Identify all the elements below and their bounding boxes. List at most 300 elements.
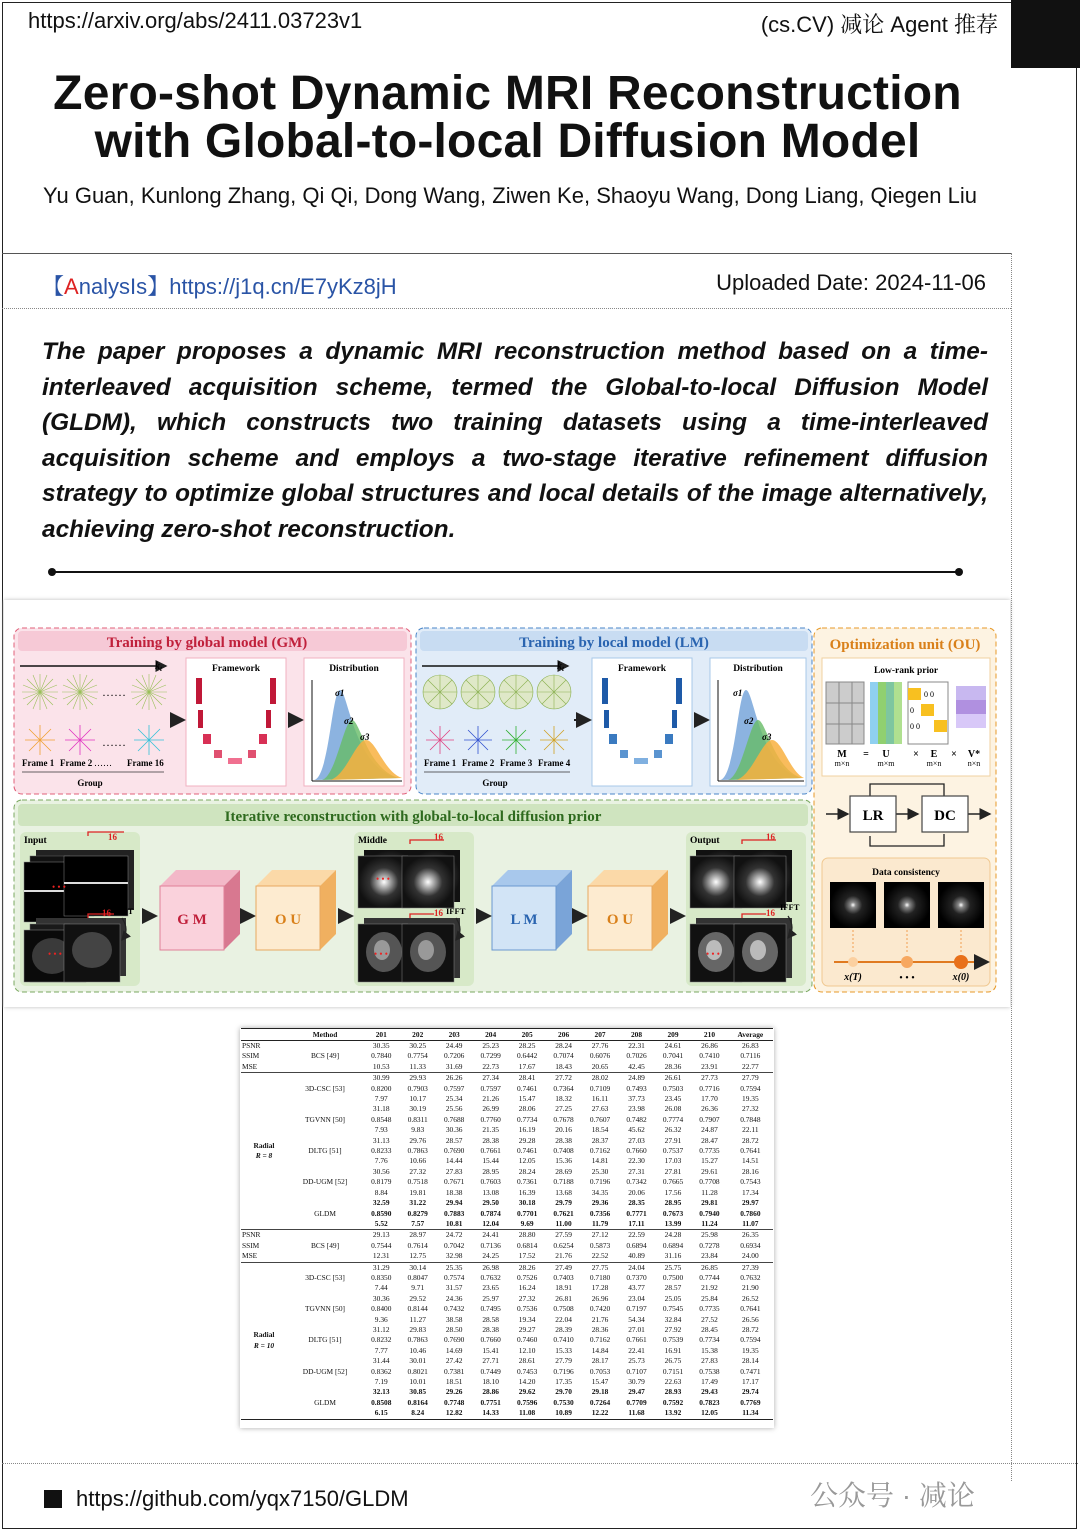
lm-title: Training by local model (LM) [519, 635, 709, 651]
mse-value: 34.35 [591, 1187, 609, 1197]
row-label [241, 1198, 287, 1230]
ssim-value: 0.7603 [480, 1177, 501, 1187]
ssim-value: 0.7026 [626, 1051, 647, 1061]
analysis-link[interactable] [42, 270, 397, 301]
mse-value: 17.28 [591, 1283, 609, 1293]
mse-value: 14.69 [445, 1345, 463, 1355]
value-cell [363, 1104, 399, 1135]
value-cell [545, 1167, 581, 1198]
row-label [241, 1136, 287, 1167]
value-cell [655, 1294, 691, 1325]
value-cell [509, 1262, 545, 1294]
mse-value: 17.70 [701, 1094, 718, 1104]
eq-dim: m×m [877, 759, 895, 768]
mse-value: 15.36 [555, 1156, 572, 1166]
eq-symbol: = [863, 749, 869, 760]
value-cell [582, 1325, 618, 1356]
ssim-value: 0.7493 [626, 1083, 647, 1093]
block-sublabel: R = 8 [255, 1151, 273, 1161]
value-cell [691, 1262, 727, 1294]
method-cell: BCS [49] [287, 1041, 363, 1073]
mse-value: 20.16 [555, 1125, 572, 1135]
ssim-value: 0.8047 [407, 1272, 428, 1282]
value-cell [363, 1041, 399, 1073]
table-header-cell: 202 [399, 1029, 435, 1041]
mse-value: 31.57 [445, 1283, 463, 1293]
row-label [241, 1073, 287, 1105]
mse-value: 38.58 [445, 1314, 463, 1324]
value-cell [472, 1167, 508, 1198]
mse-value: 28.58 [482, 1314, 499, 1324]
psnr-value: 31.13 [372, 1135, 390, 1145]
mse-value: 22.73 [482, 1061, 499, 1071]
value-cell [655, 1198, 691, 1230]
value-cell [509, 1167, 545, 1198]
ssim-value: 0.7760 [480, 1114, 501, 1124]
middle-label: Middle [358, 836, 388, 846]
ssim-value: 0.7661 [480, 1146, 501, 1156]
ssim-value: 0.7461 [516, 1146, 538, 1156]
value-cell [582, 1262, 618, 1294]
analysis-url[interactable]: https://j1q.cn/E7yKz8jH [169, 274, 397, 299]
mse-value: 18.51 [445, 1377, 463, 1386]
gm-frame-dots: …… [94, 758, 112, 768]
value-cell [728, 1356, 773, 1387]
mse-value: 21.35 [482, 1125, 499, 1135]
mse-value: 17.11 [628, 1218, 645, 1228]
ssim-value: 0.7632 [740, 1272, 761, 1282]
ssim-value: 0.7162 [589, 1146, 611, 1156]
psnr-value: 29.81 [701, 1198, 718, 1208]
psnr-value: 28.61 [518, 1356, 536, 1366]
ssim-value: 0.7543 [740, 1177, 761, 1187]
mse-value: 19.35 [742, 1345, 759, 1355]
value-cell [728, 1325, 773, 1356]
table-header-cell: 203 [436, 1029, 472, 1041]
ssim-value: 0.7735 [699, 1304, 720, 1314]
ssim-value: 0.7403 [553, 1272, 574, 1282]
mse-value: 10.53 [372, 1061, 390, 1071]
value-cell [618, 1294, 654, 1325]
eq-symbol: M [837, 749, 847, 760]
table-header-cell [241, 1029, 287, 1041]
mse-value: 14.44 [445, 1156, 463, 1166]
row-label [241, 1325, 287, 1356]
mse-value: 22.63 [664, 1377, 682, 1386]
lm-cube [492, 870, 572, 950]
mse-value: 12.22 [591, 1408, 609, 1418]
psnr-value: 29.61 [701, 1166, 718, 1176]
ssim-value: 0.7538 [699, 1366, 720, 1376]
value-cell [691, 1325, 727, 1356]
ssim-value: 0.7751 [480, 1397, 501, 1407]
frame-count: 16 [434, 832, 443, 842]
lr-label: LR [862, 808, 884, 824]
block-label: Radial [253, 1330, 275, 1340]
mse-value: 37.73 [628, 1094, 645, 1104]
ssim-value: 0.7660 [480, 1335, 501, 1345]
lowrank-label: Low-rank prior [873, 666, 939, 676]
arxiv-url[interactable]: https://arxiv.org/abs/2411.03723v1 [28, 8, 363, 33]
data-consistency-label: Data consistency [872, 868, 940, 878]
value-cell [618, 1387, 654, 1419]
psnr-value: 28.97 [409, 1230, 427, 1240]
ssim-value: 0.7688 [444, 1114, 465, 1124]
ssim-value: 0.7641 [740, 1304, 761, 1314]
row-label [241, 1167, 287, 1198]
mse-value: 19.81 [409, 1187, 427, 1197]
psnr-value: 28.25 [518, 1041, 536, 1050]
ssim-value: 0.7536 [516, 1304, 538, 1314]
ssim-value: 0.7614 [407, 1240, 428, 1250]
ssim-value: 0.7860 [740, 1208, 761, 1218]
value-cell [728, 1073, 773, 1105]
mse-value: 13.68 [555, 1187, 572, 1197]
psnr-value: 24.61 [664, 1041, 682, 1050]
value-cell [618, 1104, 654, 1135]
mse-value: 14.33 [482, 1408, 499, 1418]
ssim-value: 0.7661 [626, 1335, 647, 1345]
mse-value: 7.93 [374, 1125, 388, 1135]
psnr-value: 27.83 [445, 1166, 463, 1176]
mse-value: 19.34 [518, 1314, 536, 1324]
psnr-value: 32.59 [372, 1198, 390, 1208]
psnr-value: 26.35 [742, 1230, 759, 1240]
mse-value: 32.98 [445, 1251, 463, 1261]
ssim-value: 0.7940 [699, 1208, 720, 1218]
value-cell [436, 1136, 472, 1167]
mse-value: 9.36 [374, 1314, 388, 1324]
mse-value: 23.91 [701, 1061, 718, 1071]
mse-value: 13.08 [482, 1187, 499, 1197]
value-cell [582, 1041, 618, 1073]
psnr-value: 29.70 [555, 1387, 572, 1397]
table-row [241, 1262, 773, 1294]
ssim-value: 0.7420 [589, 1304, 611, 1314]
psnr-value: 26.36 [701, 1104, 718, 1114]
ssim-value: 0.6442 [516, 1051, 538, 1061]
psnr-value: 28.95 [482, 1166, 499, 1176]
value-cell [655, 1073, 691, 1105]
ssim-value: 0.7162 [589, 1335, 611, 1345]
divider [2, 308, 1011, 309]
psnr-value: 30.25 [409, 1041, 427, 1050]
github-link[interactable]: https://github.com/yqx7150/GLDM [76, 1486, 409, 1511]
dc-label: DC [934, 808, 956, 824]
sigma-label: σ2 [344, 716, 354, 726]
psnr-value: 24.89 [628, 1073, 645, 1083]
psnr-value: 28.86 [482, 1387, 499, 1397]
ssim-value: 0.8350 [371, 1272, 392, 1282]
method-cell: DLTG [51] [308, 1146, 342, 1156]
mse-value: 7.97 [374, 1094, 388, 1104]
sigma-label: σ3 [762, 732, 772, 742]
mse-value: 22.11 [742, 1125, 759, 1135]
row-label [241, 1230, 287, 1262]
value-cell [509, 1104, 545, 1135]
value-cell [728, 1230, 773, 1262]
gm-cube-label: G M [177, 912, 207, 928]
mse-value: 17.52 [518, 1251, 536, 1261]
value-cell [655, 1230, 691, 1262]
table-header-cell: 210 [691, 1029, 727, 1041]
eq-dim: m×n [926, 759, 942, 768]
psnr-value: 29.93 [409, 1073, 427, 1083]
square-bullet-icon [44, 1490, 62, 1508]
method-cell: GLDM [287, 1387, 363, 1419]
ssim-value: 0.7041 [662, 1051, 684, 1061]
ssim-value: 0.8279 [407, 1208, 428, 1218]
psnr-value: 25.97 [482, 1293, 499, 1303]
method-cell: GLDM [314, 1208, 336, 1218]
block-sublabel: R = 10 [253, 1340, 275, 1350]
table-header-row [241, 1029, 773, 1041]
table-header-cell: 206 [545, 1029, 581, 1041]
value-cell [728, 1136, 773, 1167]
framework-label: Framework [211, 664, 261, 674]
psnr-value: 30.85 [409, 1387, 427, 1397]
value-cell [545, 1356, 581, 1387]
ou-cube-1 [256, 870, 336, 950]
analysis-bracket: 】 [147, 274, 170, 299]
red-dots: • • • [374, 949, 388, 959]
psnr-value: 31.29 [372, 1262, 390, 1272]
ssim-value: 0.7665 [662, 1177, 684, 1187]
lm-frame-label: Frame 2 [462, 758, 495, 768]
mse-value: 15.47 [518, 1094, 536, 1104]
mse-value: 23.84 [701, 1251, 718, 1261]
mse-value: 15.33 [555, 1345, 572, 1355]
mse-value: 18.38 [445, 1187, 463, 1197]
value-cell [545, 1073, 581, 1105]
ssim-value: 0.8144 [407, 1304, 428, 1314]
value-cell [436, 1104, 472, 1135]
psnr-value: 23.98 [628, 1104, 645, 1114]
psnr-value: 29.26 [445, 1387, 463, 1397]
value-cell [472, 1325, 508, 1356]
value-cell [728, 1294, 773, 1325]
eq-symbol: E [930, 749, 938, 760]
ssim-value: 0.7482 [626, 1114, 647, 1124]
psnr-value: 30.14 [409, 1262, 427, 1272]
ssim-value: 0.7874 [480, 1208, 501, 1218]
ssim-value: 0.7848 [740, 1114, 761, 1124]
ifft-label: IFFT [780, 902, 800, 912]
analysis-letter: A [64, 274, 79, 299]
psnr-value: 27.59 [555, 1230, 572, 1240]
value-cell [436, 1041, 472, 1073]
psnr-value: 27.73 [701, 1073, 718, 1083]
mse-value: 22.30 [628, 1156, 645, 1166]
value-cell [545, 1325, 581, 1356]
psnr-value: 26.99 [482, 1104, 499, 1114]
mse-value: 12.05 [518, 1156, 536, 1166]
ssim-value: 0.7594 [740, 1083, 761, 1093]
ssim-value: 0.7460 [516, 1335, 538, 1345]
corner-block [1011, 0, 1080, 68]
mse-value: 23.65 [482, 1283, 499, 1293]
ssim-value: 0.7592 [662, 1397, 684, 1407]
ssim-value: 0.7495 [480, 1304, 501, 1314]
metric-label: PSNR [242, 1230, 261, 1240]
value-cell [399, 1136, 435, 1167]
psnr-value: 27.32 [409, 1166, 427, 1176]
mse-value: 10.01 [409, 1377, 427, 1386]
psnr-value: 27.39 [742, 1262, 759, 1272]
value-cell [509, 1294, 545, 1325]
mse-value: 20.65 [591, 1061, 609, 1071]
method-figure [4, 600, 1010, 1007]
psnr-value: 28.39 [555, 1324, 572, 1334]
value-cell [399, 1073, 435, 1105]
distribution-label: Distribution [733, 664, 783, 674]
value-cell [436, 1230, 472, 1262]
psnr-value: 24.36 [445, 1293, 463, 1303]
psnr-value: 29.79 [555, 1198, 572, 1208]
svg-text:0 0: 0 0 [910, 722, 920, 731]
ssim-value: 0.7863 [407, 1335, 428, 1345]
psnr-value: 31.12 [372, 1324, 390, 1334]
mse-value: 7.76 [374, 1156, 388, 1166]
mse-value: 22.04 [555, 1314, 572, 1324]
psnr-value: 30.99 [372, 1073, 390, 1083]
ssim-value: 0.6814 [516, 1240, 538, 1250]
value-cell [655, 1387, 691, 1419]
mse-value: 9.69 [520, 1218, 534, 1228]
mse-value: 24.25 [482, 1251, 499, 1261]
psnr-value: 22.59 [628, 1230, 645, 1240]
ssim-value: 0.7408 [553, 1146, 574, 1156]
value-cell [582, 1198, 618, 1230]
psnr-value: 27.76 [591, 1041, 609, 1050]
ssim-value: 0.7863 [407, 1146, 428, 1156]
lm-frame-label: Frame 4 [538, 758, 571, 768]
paper-summary: The paper proposes a dynamic MRI reconstruction method based on a time-interleaved acquisition scheme, termed the Global-to-local Diffusion Model (GLDM), which constructs two training datasets using a time-interleaved acquisition scheme and employs a two-stage iterative refinement diffusion strategy to optimize global structures and local details of the image alternatively, achieving zero-shot reconstruction. [42, 338, 988, 543]
gm-dots-bottom: …… [102, 735, 126, 749]
ssim-value: 0.7539 [662, 1335, 684, 1345]
psnr-value: 25.84 [701, 1293, 718, 1303]
value-cell [618, 1073, 654, 1105]
ssim-value: 0.7278 [699, 1240, 720, 1250]
ssim-value: 0.7042 [444, 1240, 465, 1250]
psnr-value: 22.31 [628, 1041, 645, 1050]
eq-dim: m×n [834, 759, 850, 768]
ifft-label: IFFT [114, 906, 134, 916]
mse-value: 18.10 [482, 1377, 499, 1386]
mse-value: 24.87 [701, 1125, 718, 1135]
psnr-value: 29.94 [445, 1198, 463, 1208]
value-cell [363, 1198, 399, 1230]
mse-value: 5.52 [374, 1218, 388, 1228]
mse-value: 10.81 [445, 1218, 463, 1228]
mse-value: 15.44 [482, 1156, 499, 1166]
psnr-value: 30.36 [372, 1293, 390, 1303]
mse-value: 14.81 [591, 1156, 609, 1166]
framework-label: Framework [617, 664, 667, 674]
psnr-value: 28.57 [445, 1135, 463, 1145]
x-start-label: x(T) [844, 972, 862, 983]
ssim-value: 0.6894 [662, 1240, 684, 1250]
value-cell [728, 1198, 773, 1230]
table-row [241, 1230, 773, 1262]
value-cell [545, 1198, 581, 1230]
mse-value: 7.77 [374, 1345, 388, 1355]
value-cell [472, 1041, 508, 1073]
value-cell [728, 1041, 773, 1073]
ssim-value: 0.6934 [740, 1240, 761, 1250]
mse-value: 10.66 [409, 1156, 427, 1166]
value-cell [509, 1387, 545, 1419]
psnr-value: 25.35 [445, 1262, 463, 1272]
ssim-value: 0.7709 [626, 1397, 647, 1407]
mse-value: 9.71 [411, 1283, 425, 1293]
table-row [241, 1387, 773, 1419]
psnr-value: 29.50 [482, 1198, 499, 1208]
value-cell [399, 1294, 435, 1325]
table-row [241, 1167, 773, 1198]
table-row [241, 1356, 773, 1387]
mse-value: 45.62 [628, 1125, 645, 1135]
eq-symbol: V* [967, 749, 981, 760]
ssim-value: 0.7840 [371, 1051, 392, 1061]
ssim-value: 0.7716 [699, 1083, 720, 1093]
mse-value: 12.10 [518, 1345, 536, 1355]
value-cell [472, 1262, 508, 1294]
psnr-value: 30.35 [372, 1041, 390, 1050]
table-header-cell: Average [728, 1029, 773, 1041]
psnr-value: 25.75 [664, 1262, 682, 1272]
ssim-value: 0.7734 [516, 1114, 538, 1124]
ssim-value: 0.7449 [480, 1366, 501, 1376]
value-cell [363, 1136, 399, 1167]
psnr-value: 26.61 [664, 1073, 682, 1083]
value-cell [399, 1198, 435, 1230]
ssim-value: 0.7701 [516, 1208, 538, 1218]
value-cell [399, 1262, 435, 1294]
value-cell [436, 1262, 472, 1294]
value-cell [363, 1387, 399, 1419]
psnr-value: 27.32 [518, 1293, 536, 1303]
ssim-value: 0.7503 [662, 1083, 684, 1093]
psnr-value: 28.06 [518, 1104, 536, 1114]
psnr-value: 26.75 [664, 1356, 682, 1366]
value-cell [655, 1104, 691, 1135]
eq-dim: n×n [967, 759, 981, 768]
value-cell [655, 1325, 691, 1356]
ssim-value: 0.7708 [699, 1177, 720, 1187]
mse-value: 17.56 [664, 1187, 682, 1197]
frame-count: 16 [102, 908, 111, 918]
mse-value: 17.34 [742, 1187, 759, 1197]
value-cell [363, 1073, 399, 1105]
value-cell [363, 1262, 399, 1294]
value-cell [728, 1387, 773, 1419]
lm-frame-label: Frame 1 [424, 758, 457, 768]
mse-value: 12.82 [445, 1408, 463, 1418]
value-cell [691, 1356, 727, 1387]
ssim-value: 0.7526 [516, 1272, 538, 1282]
mse-value: 18.43 [555, 1061, 572, 1071]
psnr-value: 28.95 [664, 1198, 682, 1208]
mse-value: 10.46 [409, 1345, 427, 1355]
psnr-value: 30.18 [518, 1198, 536, 1208]
gm-frame-label: Frame 2 [60, 758, 93, 768]
red-dots: • • • [48, 949, 62, 959]
ifft-label: IFFT [446, 906, 466, 916]
divider [2, 253, 1011, 254]
row-label [241, 1262, 287, 1294]
ssim-value: 0.7544 [371, 1240, 392, 1250]
